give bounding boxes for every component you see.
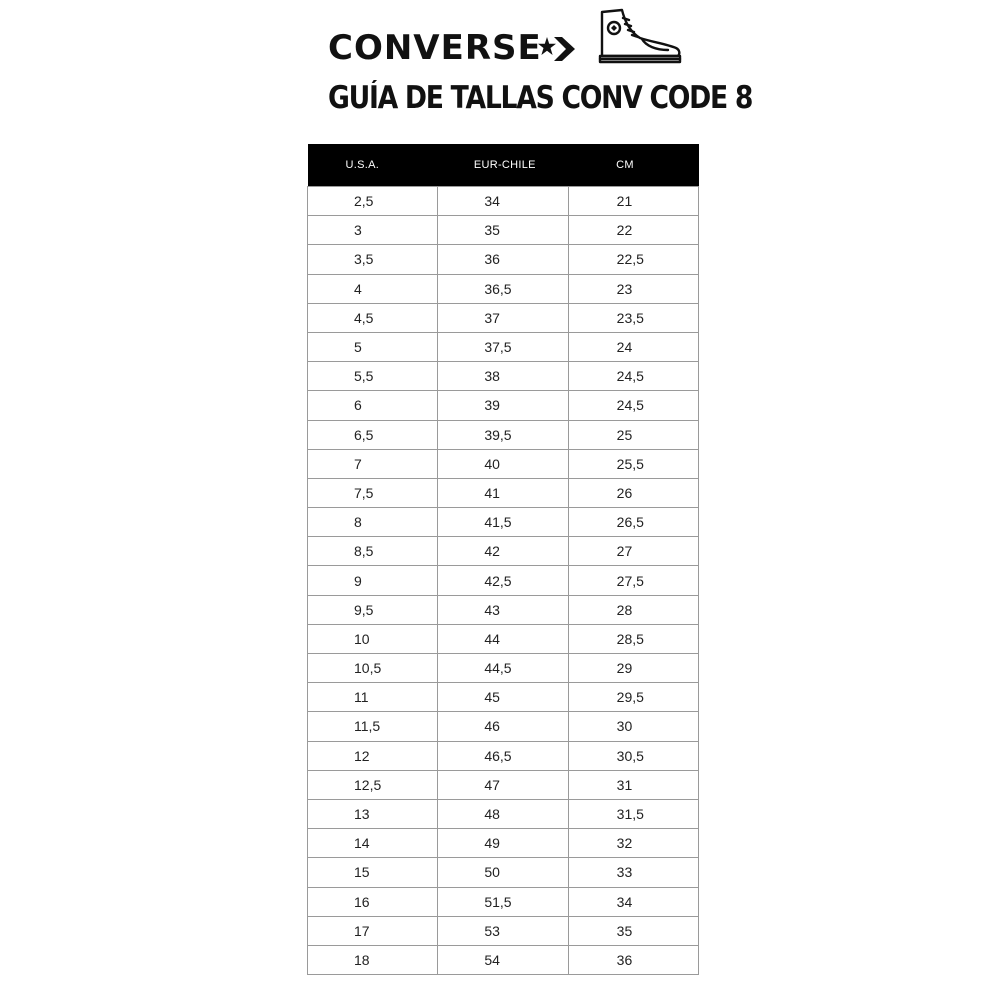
cell-usa: 2,5 xyxy=(308,187,438,216)
table-row xyxy=(308,595,699,624)
cell-cm: 21 xyxy=(568,187,698,216)
cell-usa: 6,5 xyxy=(308,420,438,449)
column-header-usa: U.S.A. xyxy=(308,144,438,187)
cell-usa: 3 xyxy=(308,216,438,245)
cell-eur-chile: 51,5 xyxy=(438,887,568,916)
cell-cm: 33 xyxy=(568,858,698,887)
table-row xyxy=(308,362,699,391)
cell-usa: 17 xyxy=(308,916,438,945)
cell-eur-chile: 44 xyxy=(438,624,568,653)
table-row xyxy=(308,712,699,741)
table-row xyxy=(308,624,699,653)
column-header-cm: CM xyxy=(568,144,698,187)
cell-usa: 16 xyxy=(308,887,438,916)
table-row xyxy=(308,945,699,974)
cell-usa: 8 xyxy=(308,508,438,537)
cell-cm: 27,5 xyxy=(568,566,698,595)
cell-cm: 23 xyxy=(568,274,698,303)
cell-eur-chile: 42,5 xyxy=(438,566,568,595)
cell-eur-chile: 41 xyxy=(438,478,568,507)
table-row xyxy=(308,741,699,770)
table-row xyxy=(308,245,699,274)
column-header-eur-chile: EUR-CHILE xyxy=(438,144,568,187)
cell-eur-chile: 35 xyxy=(438,216,568,245)
cell-usa: 9,5 xyxy=(308,595,438,624)
table-row xyxy=(308,187,699,216)
cell-cm: 24,5 xyxy=(568,362,698,391)
table-row xyxy=(308,829,699,858)
table-row xyxy=(308,770,699,799)
cell-usa: 5 xyxy=(308,332,438,361)
cell-eur-chile: 37,5 xyxy=(438,332,568,361)
cell-usa: 4,5 xyxy=(308,303,438,332)
cell-eur-chile: 39 xyxy=(438,391,568,420)
cell-usa: 15 xyxy=(308,858,438,887)
cell-usa: 14 xyxy=(308,829,438,858)
cell-cm: 22,5 xyxy=(568,245,698,274)
cell-eur-chile: 46,5 xyxy=(438,741,568,770)
cell-usa: 11,5 xyxy=(308,712,438,741)
table-header-row xyxy=(308,144,699,187)
table-row xyxy=(308,858,699,887)
cell-usa: 12,5 xyxy=(308,770,438,799)
table-row xyxy=(308,391,699,420)
cell-eur-chile: 48 xyxy=(438,799,568,828)
brand-header xyxy=(328,6,688,68)
cell-cm: 26,5 xyxy=(568,508,698,537)
cell-usa: 3,5 xyxy=(308,245,438,274)
cell-cm: 29,5 xyxy=(568,683,698,712)
table-row xyxy=(308,449,699,478)
cell-cm: 28 xyxy=(568,595,698,624)
cell-usa: 12 xyxy=(308,741,438,770)
cell-eur-chile: 50 xyxy=(438,858,568,887)
cell-cm: 29 xyxy=(568,654,698,683)
cell-cm: 31,5 xyxy=(568,799,698,828)
page-title: GUÍA DE TALLAS CONV CODE 8 xyxy=(328,80,753,116)
cell-cm: 28,5 xyxy=(568,624,698,653)
cell-usa: 6 xyxy=(308,391,438,420)
size-table xyxy=(307,144,699,975)
cell-usa: 5,5 xyxy=(308,362,438,391)
cell-eur-chile: 34 xyxy=(438,187,568,216)
table-row xyxy=(308,916,699,945)
table-row xyxy=(308,887,699,916)
cell-cm: 25,5 xyxy=(568,449,698,478)
table-body xyxy=(308,187,699,975)
cell-cm: 27 xyxy=(568,537,698,566)
cell-eur-chile: 41,5 xyxy=(438,508,568,537)
cell-cm: 30 xyxy=(568,712,698,741)
cell-eur-chile: 42 xyxy=(438,537,568,566)
cell-cm: 30,5 xyxy=(568,741,698,770)
cell-cm: 23,5 xyxy=(568,303,698,332)
table-row xyxy=(308,537,699,566)
table-row xyxy=(308,683,699,712)
cell-usa: 9 xyxy=(308,566,438,595)
cell-eur-chile: 43 xyxy=(438,595,568,624)
cell-usa: 4 xyxy=(308,274,438,303)
cell-cm: 32 xyxy=(568,829,698,858)
cell-eur-chile: 45 xyxy=(438,683,568,712)
table-row xyxy=(308,478,699,507)
cell-eur-chile: 47 xyxy=(438,770,568,799)
cell-usa: 10 xyxy=(308,624,438,653)
cell-usa: 8,5 xyxy=(308,537,438,566)
table-row xyxy=(308,420,699,449)
cell-eur-chile: 37 xyxy=(438,303,568,332)
high-top-sneaker-icon xyxy=(596,8,682,66)
cell-usa: 7,5 xyxy=(308,478,438,507)
cell-usa: 18 xyxy=(308,945,438,974)
cell-usa: 7 xyxy=(308,449,438,478)
cell-usa: 10,5 xyxy=(308,654,438,683)
cell-eur-chile: 36,5 xyxy=(438,274,568,303)
cell-cm: 34 xyxy=(568,887,698,916)
cell-eur-chile: 44,5 xyxy=(438,654,568,683)
cell-eur-chile: 54 xyxy=(438,945,568,974)
cell-cm: 26 xyxy=(568,478,698,507)
cell-cm: 35 xyxy=(568,916,698,945)
table-row xyxy=(308,303,699,332)
cell-eur-chile: 38 xyxy=(438,362,568,391)
cell-cm: 25 xyxy=(568,420,698,449)
cell-usa: 11 xyxy=(308,683,438,712)
cell-cm: 36 xyxy=(568,945,698,974)
table-row xyxy=(308,332,699,361)
cell-usa: 13 xyxy=(308,799,438,828)
table-row xyxy=(308,799,699,828)
cell-eur-chile: 49 xyxy=(438,829,568,858)
cell-eur-chile: 53 xyxy=(438,916,568,945)
cell-cm: 31 xyxy=(568,770,698,799)
cell-eur-chile: 40 xyxy=(438,449,568,478)
cell-eur-chile: 46 xyxy=(438,712,568,741)
table-row xyxy=(308,216,699,245)
cell-cm: 24 xyxy=(568,332,698,361)
table-row xyxy=(308,654,699,683)
table-row xyxy=(308,566,699,595)
star-chevron-icon xyxy=(538,34,576,64)
cell-eur-chile: 39,5 xyxy=(438,420,568,449)
cell-cm: 22 xyxy=(568,216,698,245)
cell-cm: 24,5 xyxy=(568,391,698,420)
table-row xyxy=(308,508,699,537)
table-row xyxy=(308,274,699,303)
cell-eur-chile: 36 xyxy=(438,245,568,274)
converse-wordmark: CONVERSE xyxy=(328,28,542,68)
